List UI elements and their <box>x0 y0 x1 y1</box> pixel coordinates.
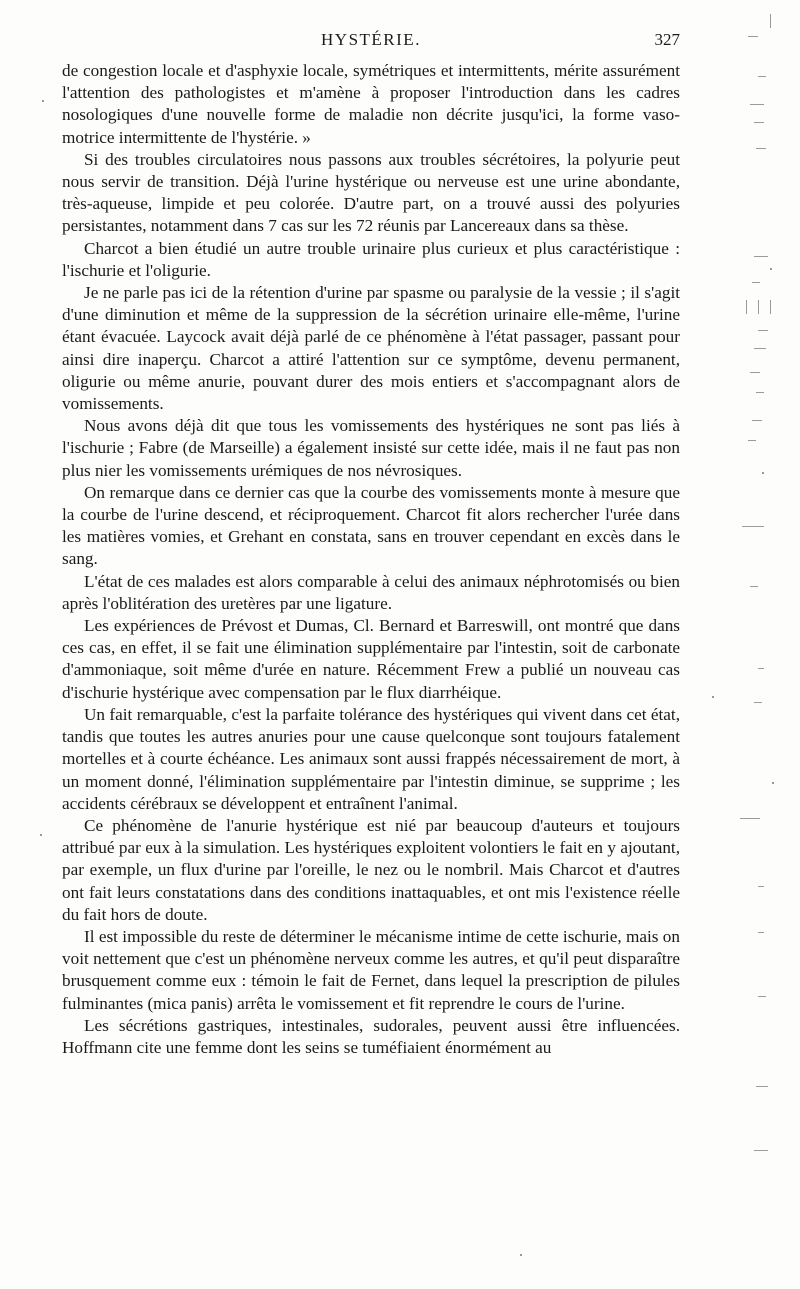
running-title: HYSTÉRIE. <box>321 30 421 49</box>
margin-mark <box>758 668 764 669</box>
page-speck <box>40 834 42 836</box>
margin-mark <box>754 348 766 349</box>
paragraph-mecanisme: Il est impossible du reste de déterminer le mécanisme intime de cette ischurie, mais on voit nettement que c'est un phénomène nerveux comme les autres, et qu'il peut disparaître brusquement comme eux : témoin le fait de Fernet, dans lequel la prescription de pilules fulminantes (mica panis) arrêta le vomissement et fit reprendre le cours de l'urine. <box>62 926 680 1013</box>
paragraph-vomissements: Nous avons déjà dit que tous les vomissements des hystériques ne sont pas liés à l'ischurie ; Fabre (de Marseille) a également insisté sur cette idée, mais il ne faut pas non plus nier les vomissements urémiques de nos névrosiques. <box>62 416 680 480</box>
paragraph-retention: Je ne parle pas ici de la rétention d'urine par spasme ou paralysie de la vessie ; il s'agit d'une diminution et même de la suppression de la sécrétion urinaire elle-même, l'urine étant évacuée. Laycock avait déjà parlé de ce phénomène à l'état passager, passant pour ainsi dire inaperçu. Charcot a attiré l'attention sur ce symptôme, devenu permanent, oligurie ou même anurie, pouvant durer des mois entiers et s'accompagnant alors de vomissements. <box>62 283 680 414</box>
margin-mark <box>740 818 760 819</box>
margin-mark <box>758 300 759 314</box>
margin-mark <box>750 586 758 587</box>
margin-mark <box>748 36 758 37</box>
margin-mark <box>758 932 764 933</box>
page-speck <box>520 1254 522 1256</box>
show-through-marks <box>728 0 800 1289</box>
page-speck <box>42 100 44 102</box>
margin-mark <box>746 300 747 314</box>
paragraph-nephrotomises: L'état de ces malades est alors comparable à celui des animaux néphrotomisés ou bien après l'oblitération des uretères par une ligature. <box>62 571 680 613</box>
margin-mark <box>756 1086 768 1087</box>
paragraph-tolerance: Un fait remarquable, c'est la parfaite tolérance des hystériques qui vivent dans cet état, tandis que toutes les autres anuries pour une cause quelconque sont toujours fatalement mortelles et à courte échéance. Les animaux sont aussi frappés nécessairement de mort, à un moment donné, l'élimination supplémentaire par l'intestin diminue, se supprime ; les accidents cérébraux se développent et entraînent l'animal. <box>62 704 680 813</box>
body-text <box>62 60 680 1059</box>
margin-mark <box>754 122 764 123</box>
margin-mark <box>748 440 756 441</box>
margin-speck <box>770 268 772 270</box>
paragraph-continued: de congestion locale et d'asphyxie locale, symétriques et intermittents, mérite assurément l'attention des pathologistes et m'amène à proposer l'introduction dans les cadres nosologiques d'une nouvelle forme de maladie non décrite jusqu'ici, la forme vaso-motrice intermittente de l'hystérie. » <box>62 61 680 147</box>
margin-mark <box>752 420 762 421</box>
page-speck <box>712 696 714 698</box>
margin-speck <box>772 782 774 784</box>
margin-mark <box>758 996 766 997</box>
paragraph-courbe: On remarque dans ce dernier cas que la courbe des vomissements monte à mesure que la courbe de l'urine descend, et réciproquement. Charcot fit alors rechercher l'urée dans les matières vomies, et Grehant en constata, sans en trouver cependant en excès dans le sang. <box>62 482 680 569</box>
margin-mark <box>770 300 771 314</box>
margin-mark <box>754 702 762 703</box>
paragraph-ischurie: Charcot a bien étudié un autre trouble urinaire plus curieux et plus caractéristique : l'ischurie et l'oligurie. <box>62 238 680 280</box>
margin-mark <box>754 1150 768 1151</box>
margin-mark <box>752 282 760 283</box>
margin-mark <box>758 76 766 77</box>
margin-mark <box>756 148 766 149</box>
margin-speck <box>762 472 764 474</box>
margin-mark <box>742 526 764 527</box>
margin-mark <box>758 886 764 887</box>
margin-mark <box>754 256 768 257</box>
margin-mark <box>770 14 771 28</box>
margin-mark <box>758 330 768 331</box>
paragraph-anurie: Ce phénomène de l'anurie hystérique est nié par beaucoup d'auteurs et toujours attribué par eux à la simulation. Les hystériques exploitent volontiers le fait en y ajoutant, par exemple, un flux d'urine par l'oreille, le nez ou le nombril. Mais Charcot et d'autres ont fait leurs constatations dans des conditions inattaquables, et ont mis l'existence réelle du fait hors de doute. <box>62 815 680 924</box>
paragraph-secretions: Les sécrétions gastriques, intestinales, sudorales, peuvent aussi être influencées. Hoffmann cite une femme dont les seins se tuméfiaient énormément au <box>62 1015 680 1057</box>
paragraph-polyurie: Si des troubles circulatoires nous passons aux troubles sécrétoires, la polyurie peut nous servir de transition. Déjà l'urine hystérique ou nerveuse est une urine abondante, très-aqueuse, limpide et peu colorée. D'autre part, on a trouvé aussi des polyuries persistantes, notamment dans 7 cas sur les 72 réunis par Lancereaux dans sa thèse. <box>62 149 680 236</box>
page-number: 327 <box>654 30 680 49</box>
margin-mark <box>750 372 760 373</box>
margin-mark <box>750 104 764 105</box>
paragraph-experiences: Les expériences de Prévost et Dumas, Cl. Bernard et Barreswill, ont montré que dans ces cas, en effet, il se fait une élimination supplémentaire par l'intestin, soit de carbonate d'ammoniaque, soit même d'urée en nature. Récemment Frew a publié un nouveau cas d'ischurie hystérique avec compensation par le flux diarrhéique. <box>62 616 680 702</box>
margin-mark <box>756 392 764 393</box>
running-head <box>62 30 680 54</box>
